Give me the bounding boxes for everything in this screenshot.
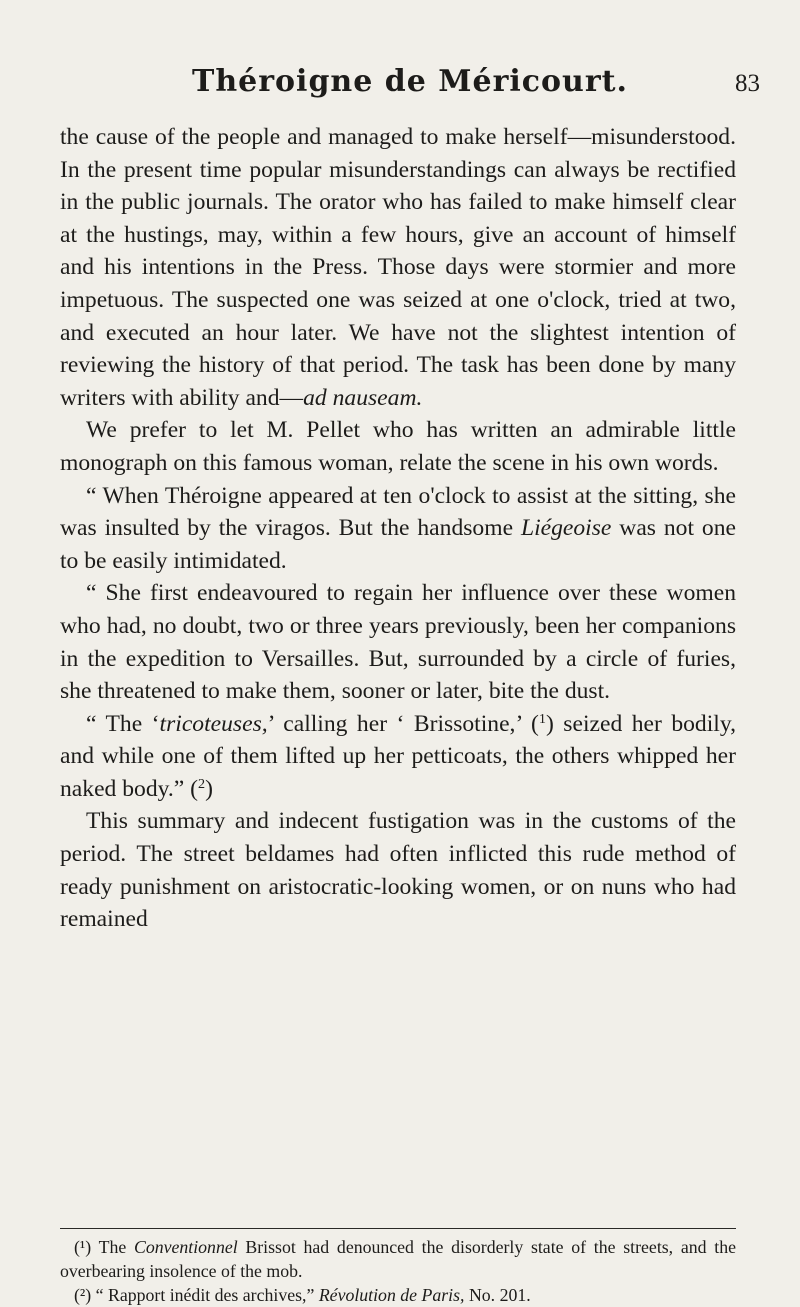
footnotes bbox=[60, 1235, 736, 1307]
footnote-ref[interactable]: 1 bbox=[538, 710, 546, 727]
footnote-text: No. 201. bbox=[464, 1285, 531, 1305]
footnote-ref[interactable]: 2 bbox=[198, 776, 206, 793]
italic-title: Révolution de Paris, bbox=[318, 1285, 465, 1305]
paragraph-text: “ When Théroigne appeared at ten o'clock to assist at the sitting, she was insulted by the viragos. But the handsome bbox=[60, 482, 736, 542]
paragraph-text: ) seized her bodily, and while one of them lifted up her petticoats, the others whipped her naked body.” ( bbox=[60, 710, 736, 802]
italic-word: tricoteuses, bbox=[159, 710, 268, 737]
italic-phrase: ad nauseam. bbox=[303, 384, 423, 411]
footnote-1 bbox=[60, 1235, 736, 1283]
paragraph-text: was not one to be easily intimidated. bbox=[60, 515, 736, 574]
paragraph: This summary and indecent fustigation was in the customs of the period. The street beldames had often inflicted this rude method of ready punishment on aristocratic-looking women, or on nuns who had remained bbox=[60, 808, 736, 933]
italic-word: Conventionnel bbox=[133, 1237, 238, 1257]
paragraph-text: ) bbox=[205, 775, 213, 802]
paragraph-text: ’ calling her ‘ Brissotine,’ ( bbox=[267, 710, 539, 737]
paragraph-text: “ The ‘ bbox=[86, 710, 160, 737]
paragraph bbox=[60, 708, 736, 806]
page-number: 83 bbox=[735, 70, 760, 97]
paragraph-text: the cause of the people and managed to make herself—misunderstood. In the present time popular misunderstandings can always be rectified in the public journals. The orator who has failed to make himself clear at the hustings, may, within a few hours, give an account of himself and his intentions in the Press. Those days were stormier and more impetuous. The suspected one was seized at one o'clock, tried at two, and executed an hour later. We have not the slightest intention of reviewing the history of that period. The task has been done by many writers with ability and— bbox=[60, 124, 736, 411]
footnote-text: Brissot had denounced the disorderly state of the streets, and the overbearing insolence of the mob. bbox=[60, 1237, 736, 1281]
body-text bbox=[60, 121, 736, 936]
footnote-marker: (²) bbox=[74, 1285, 92, 1305]
footnote-text: The bbox=[91, 1237, 134, 1257]
paragraph: “ She first endeavoured to regain her influence over these women who had, no doubt, two or three years previously, been her companions in the expedition to Versailles. But, surrounded by a circle of furies, she threatened to make them, sooner or later, bite the dust. bbox=[60, 580, 736, 705]
footnote-text: “ Rapport inédit des archives,” bbox=[91, 1285, 319, 1305]
footnote-2 bbox=[60, 1283, 736, 1307]
paragraph: We prefer to let M. Pellet who has written an admirable little monograph on this famous woman, relate the scene in his own words. bbox=[60, 417, 736, 476]
running-title: Théroigne de Méricourt. bbox=[192, 64, 628, 99]
running-head bbox=[60, 64, 760, 104]
italic-word: Liégeoise bbox=[520, 515, 612, 542]
footnote-divider bbox=[60, 1228, 736, 1229]
paragraph bbox=[60, 121, 736, 414]
paragraph bbox=[60, 480, 736, 578]
footnote-marker: (¹) bbox=[74, 1237, 92, 1257]
